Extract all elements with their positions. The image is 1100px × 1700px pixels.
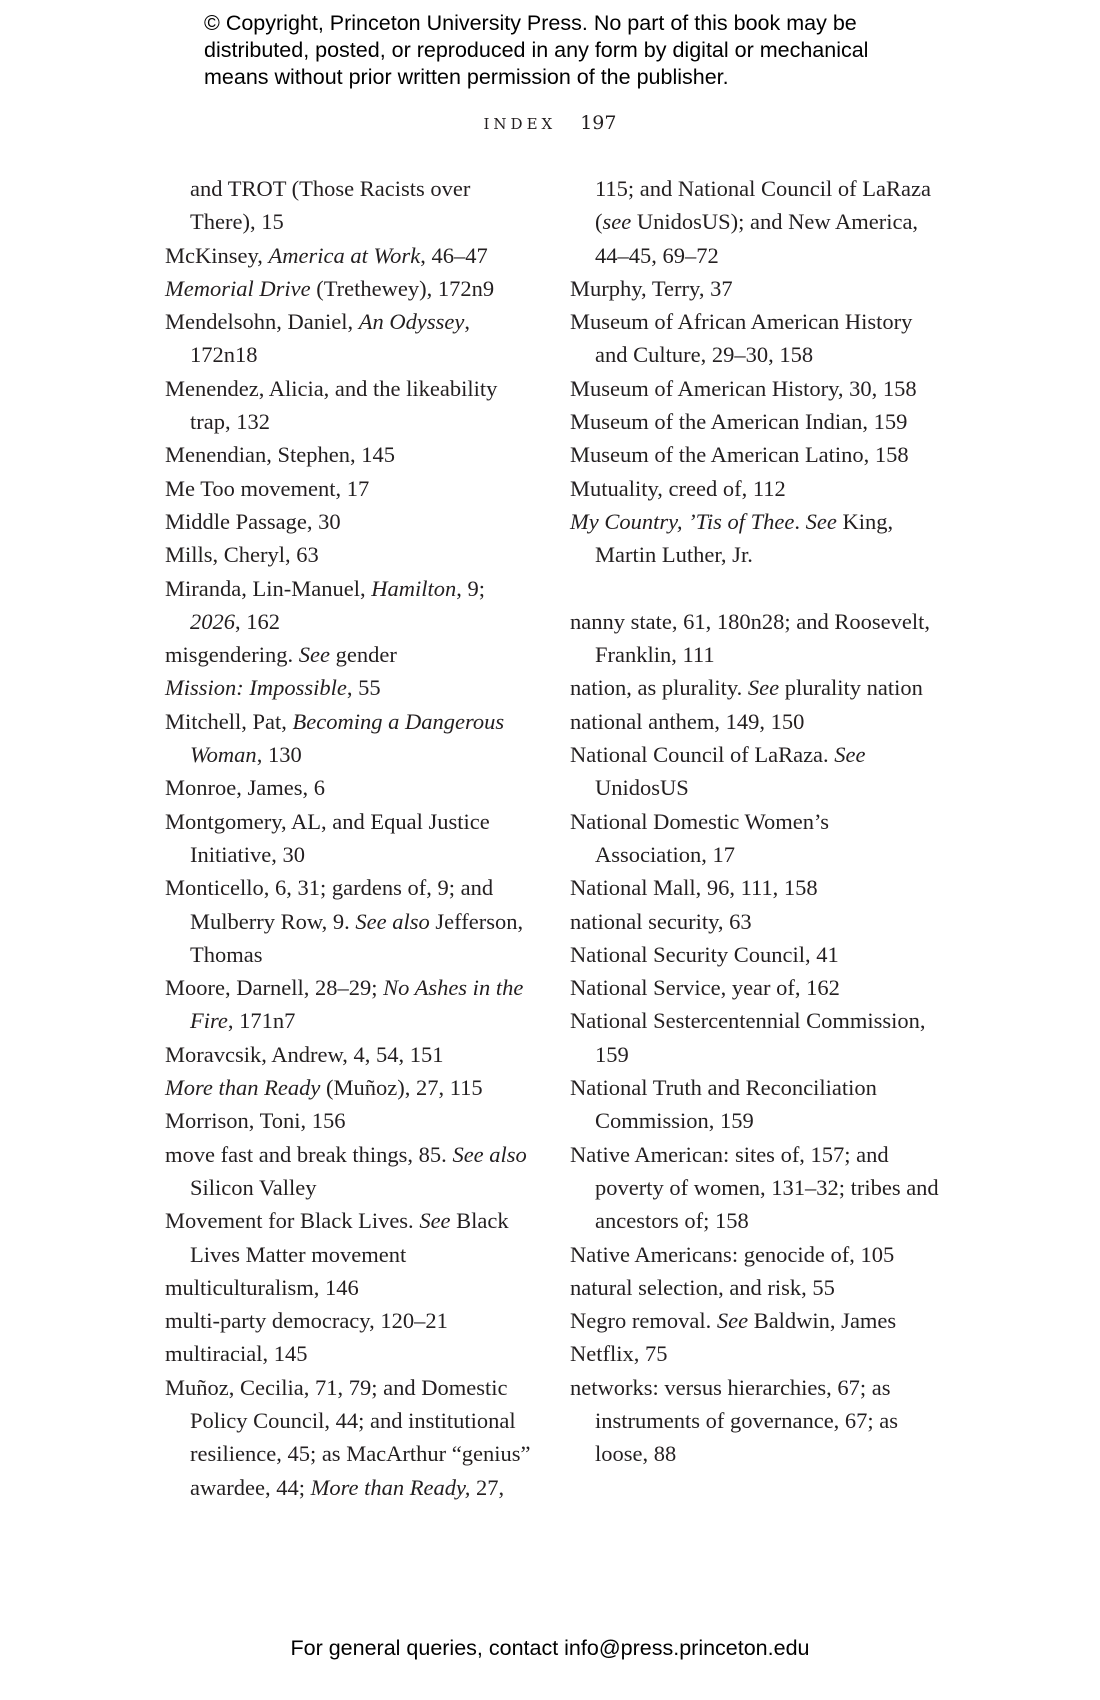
index-entry-italic-text: see bbox=[602, 209, 632, 235]
index-entry-italic-text: Memorial Drive bbox=[165, 275, 311, 301]
index-entry-text: (Muñoz), 27, 115 bbox=[320, 1075, 483, 1101]
index-entry-text: Museum of American History, 30, 158 bbox=[570, 375, 917, 401]
index-entry-text: Monroe, James, 6 bbox=[165, 775, 325, 801]
index-entry-italic-text: An Odyssey bbox=[358, 309, 465, 335]
index-entry-text: networks: versus hierarchies, 67; as instruments of governance, 67; as loose, 88 bbox=[570, 1374, 899, 1467]
index-entry-text: McKinsey, bbox=[165, 242, 269, 268]
index-entry bbox=[165, 1138, 540, 1205]
index-entry-continued bbox=[165, 172, 540, 239]
index-entry-text: nanny state, 61, 180n28; and Roosevelt, Franklin, 111 bbox=[570, 608, 930, 668]
index-entry-continued bbox=[570, 172, 940, 272]
index-entry bbox=[165, 871, 540, 971]
index-entry bbox=[570, 1271, 940, 1304]
index-entry bbox=[570, 305, 940, 372]
copyright-notice: © Copyright, Princeton University Press. No part of this book may be distributed, posted, or reproduced in any form by digital or mechanical means without prior written permission of the publisher. bbox=[204, 11, 869, 89]
index-entry-text: UnidosUS); and New America, 44–45, 69–72 bbox=[595, 209, 919, 268]
index-entry bbox=[165, 372, 540, 439]
index-entry-text: Moravcsik, Andrew, 4, 54, 151 bbox=[165, 1041, 444, 1067]
index-entry bbox=[165, 1271, 540, 1304]
index-entry bbox=[570, 1138, 940, 1238]
index-entry-italic-text: See bbox=[747, 675, 780, 701]
index-entry-text: and TROT (Those Racists over There), 15 bbox=[190, 176, 471, 235]
index-entry bbox=[570, 372, 940, 405]
index-entry bbox=[165, 538, 540, 571]
index-entry-text: multiculturalism, 146 bbox=[165, 1274, 359, 1300]
index-entry bbox=[570, 938, 940, 971]
index-entry bbox=[570, 1337, 940, 1370]
index-entry bbox=[165, 1204, 540, 1271]
index-entry-text: Menendian, Stephen, 145 bbox=[165, 442, 395, 468]
index-entry bbox=[165, 472, 540, 505]
index-entry bbox=[165, 505, 540, 538]
index-entry-italic-text: See also bbox=[452, 1141, 527, 1167]
index-entry bbox=[165, 805, 540, 872]
index-entry-text: 27, bbox=[470, 1474, 505, 1500]
index-entry-italic-text: See bbox=[716, 1308, 749, 1334]
page-number: 197 bbox=[580, 112, 617, 134]
index-entry-text: Jefferson, Thomas bbox=[190, 908, 524, 967]
index-entry-text: (Trethewey), 172n9 bbox=[310, 275, 495, 301]
index-entry-italic-text: More than Ready, bbox=[310, 1474, 471, 1500]
index-entry-text: Native American: sites of, 157; and poverty of women, 131–32; tribes and ancestors of; 158 bbox=[570, 1141, 939, 1234]
index-entry-text: National Truth and Reconciliation Commission, 159 bbox=[570, 1075, 877, 1134]
index-entry-text: UnidosUS bbox=[595, 775, 689, 801]
index-entry-italic-text: See bbox=[834, 742, 866, 768]
index-entry bbox=[165, 1371, 540, 1504]
index-entry-italic-text: 2026 bbox=[190, 608, 235, 634]
letter-group-gap bbox=[570, 572, 940, 605]
index-entry-text: National Service, year of, 162 bbox=[570, 975, 840, 1001]
index-entry-text: Mitchell, Pat, bbox=[165, 708, 293, 734]
index-entry bbox=[165, 272, 540, 305]
running-head-label: INDEX bbox=[483, 115, 557, 133]
index-entry-text: Morrison, Toni, 156 bbox=[165, 1108, 346, 1134]
index-column-left bbox=[165, 172, 540, 1504]
index-entry-text: Native Americans: genocide of, 105 bbox=[570, 1241, 895, 1267]
index-entry-text: Black Lives Matter movement bbox=[190, 1208, 509, 1267]
index-entry bbox=[165, 1304, 540, 1337]
index-entry bbox=[165, 671, 540, 704]
index-entry bbox=[570, 1371, 940, 1471]
index-entry-text: National Security Council, 41 bbox=[570, 941, 839, 967]
index-entry-text: Monticello, 6, 31; gardens of, 9; and Mulberry Row, 9. bbox=[165, 875, 494, 934]
index-entry-italic-text: No Ashes in the Fire bbox=[190, 975, 524, 1034]
index-entry-text: misgendering. bbox=[165, 642, 299, 668]
footer-contact: For general queries, contact info@press.princeton.edu bbox=[290, 1636, 810, 1660]
index-entry-text: Netflix, 75 bbox=[570, 1341, 668, 1367]
index-entry-text: Menendez, Alicia, and the likeability trap, 132 bbox=[165, 375, 498, 435]
index-entry bbox=[570, 1238, 940, 1271]
index-entry bbox=[165, 239, 540, 272]
index-entry-text: Negro removal. bbox=[570, 1308, 717, 1334]
index-entry bbox=[570, 905, 940, 938]
index-entry-text: Moore, Darnell, 28–29; bbox=[165, 975, 384, 1001]
index-entry bbox=[570, 505, 940, 572]
index-entry bbox=[165, 305, 540, 372]
index-entry-text: Muñoz, Cecilia, 71, 79; and Domestic Policy Council, 44; and institutional resilience, 45; as MacArthur “genius” awardee, 44; bbox=[165, 1374, 531, 1500]
index-entry-text: gender bbox=[329, 642, 397, 668]
index-entry bbox=[570, 605, 940, 672]
index-entry-italic-text: My Country, ’Tis of Thee bbox=[570, 508, 795, 534]
index-entry-text: Museum of the American Indian, 159 bbox=[570, 409, 908, 435]
index-entry bbox=[165, 1337, 540, 1370]
index-entry bbox=[165, 1071, 540, 1104]
index-entry bbox=[165, 971, 540, 1038]
index-entry-text: . bbox=[794, 508, 806, 534]
index-entry-text: Mendelsohn, Daniel, bbox=[165, 309, 359, 335]
index-entry-italic-text: See bbox=[805, 508, 837, 534]
index-entry-text: multiracial, 145 bbox=[165, 1341, 308, 1367]
index-entry-text: , 46–47 bbox=[420, 242, 488, 268]
index-entry-italic-text: See bbox=[419, 1208, 451, 1234]
index-entry bbox=[570, 738, 940, 805]
index-entry bbox=[570, 671, 940, 704]
index-entry bbox=[570, 1304, 940, 1337]
index-entry-text: national anthem, 149, 150 bbox=[570, 708, 805, 734]
index-entry-text: National Mall, 96, 111, 158 bbox=[570, 875, 818, 901]
index-entry bbox=[570, 871, 940, 904]
index-entry bbox=[570, 1071, 940, 1138]
index-entry-text: , 130 bbox=[256, 742, 302, 768]
index-entry bbox=[570, 705, 940, 738]
index-entry-text: Museum of African American History and Culture, 29–30, 158 bbox=[570, 309, 913, 368]
index-entry-text: Movement for Black Lives. bbox=[165, 1208, 420, 1234]
index-entry-text: , 55 bbox=[346, 675, 381, 701]
index-entry-text: Mutuality, creed of, 112 bbox=[570, 475, 786, 501]
index-entry-text: move fast and break things, 85. bbox=[165, 1141, 453, 1167]
index-entry bbox=[570, 272, 940, 305]
index-entry bbox=[570, 438, 940, 471]
index-entry-text: 115; and National Council of LaRaza ( bbox=[595, 176, 931, 235]
index-entry bbox=[570, 472, 940, 505]
index-entry bbox=[570, 1004, 940, 1071]
index-entry bbox=[165, 1104, 540, 1137]
index-entry bbox=[165, 438, 540, 471]
index-entry-text: nation, as plurality. bbox=[570, 675, 748, 701]
index-entry-text: National Council of LaRaza. bbox=[570, 742, 835, 768]
index-entry-text: Mills, Cheryl, 63 bbox=[165, 542, 319, 568]
index-entry-italic-text: See also bbox=[355, 908, 430, 934]
index-entry-italic-text: More than Ready bbox=[165, 1075, 321, 1101]
index-entry-text: Montgomery, AL, and Equal Justice Initiative, 30 bbox=[165, 808, 490, 867]
index-entry-text: natural selection, and risk, 55 bbox=[570, 1274, 835, 1300]
index-entry bbox=[165, 705, 540, 772]
index-entry-text: Museum of the American Latino, 158 bbox=[570, 442, 909, 468]
running-head bbox=[0, 112, 1100, 134]
index-entry-italic-text: America at Work bbox=[268, 242, 421, 268]
index-entry-italic-text: Hamilton bbox=[371, 575, 457, 601]
index-entry-text: Me Too movement, 17 bbox=[165, 475, 370, 501]
index-entry bbox=[570, 405, 940, 438]
index-entry-text: National Domestic Women’s Association, 17 bbox=[570, 808, 829, 867]
index-entry-text: , 162 bbox=[235, 608, 280, 634]
index-entry-text: Murphy, Terry, 37 bbox=[570, 275, 733, 301]
index-entry bbox=[165, 771, 540, 804]
index-entry bbox=[165, 638, 540, 671]
index-entry bbox=[570, 805, 940, 872]
index-entry-text: Middle Passage, 30 bbox=[165, 508, 341, 534]
index-entry-text: multi-party democracy, 120–21 bbox=[165, 1308, 448, 1334]
index-column-right bbox=[570, 172, 940, 1471]
index-entry bbox=[165, 572, 540, 639]
index-entry-text: national security, 63 bbox=[570, 908, 752, 934]
index-entry-italic-text: Becoming a Dangerous Woman bbox=[190, 708, 505, 768]
index-entry-text: Baldwin, James bbox=[748, 1308, 897, 1334]
index-entry-italic-text: Mission: Impossible bbox=[165, 675, 347, 701]
index-entry bbox=[570, 971, 940, 1004]
index-entry-text: Miranda, Lin-Manuel, bbox=[165, 575, 372, 601]
index-entry-italic-text: See bbox=[298, 642, 330, 668]
index-entry-text: plurality nation bbox=[779, 675, 923, 701]
index-entry-text: King, Martin Luther, Jr. bbox=[595, 508, 894, 568]
index-entry-text: National Sestercentennial Commission, 159 bbox=[570, 1008, 926, 1067]
index-entry-text: , 9; bbox=[456, 575, 485, 601]
index-entry-text: , 172n18 bbox=[190, 309, 470, 368]
index-entry-text: , 171n7 bbox=[227, 1008, 296, 1034]
index-entry bbox=[165, 1038, 540, 1071]
index-entry-text: Silicon Valley bbox=[190, 1174, 317, 1200]
